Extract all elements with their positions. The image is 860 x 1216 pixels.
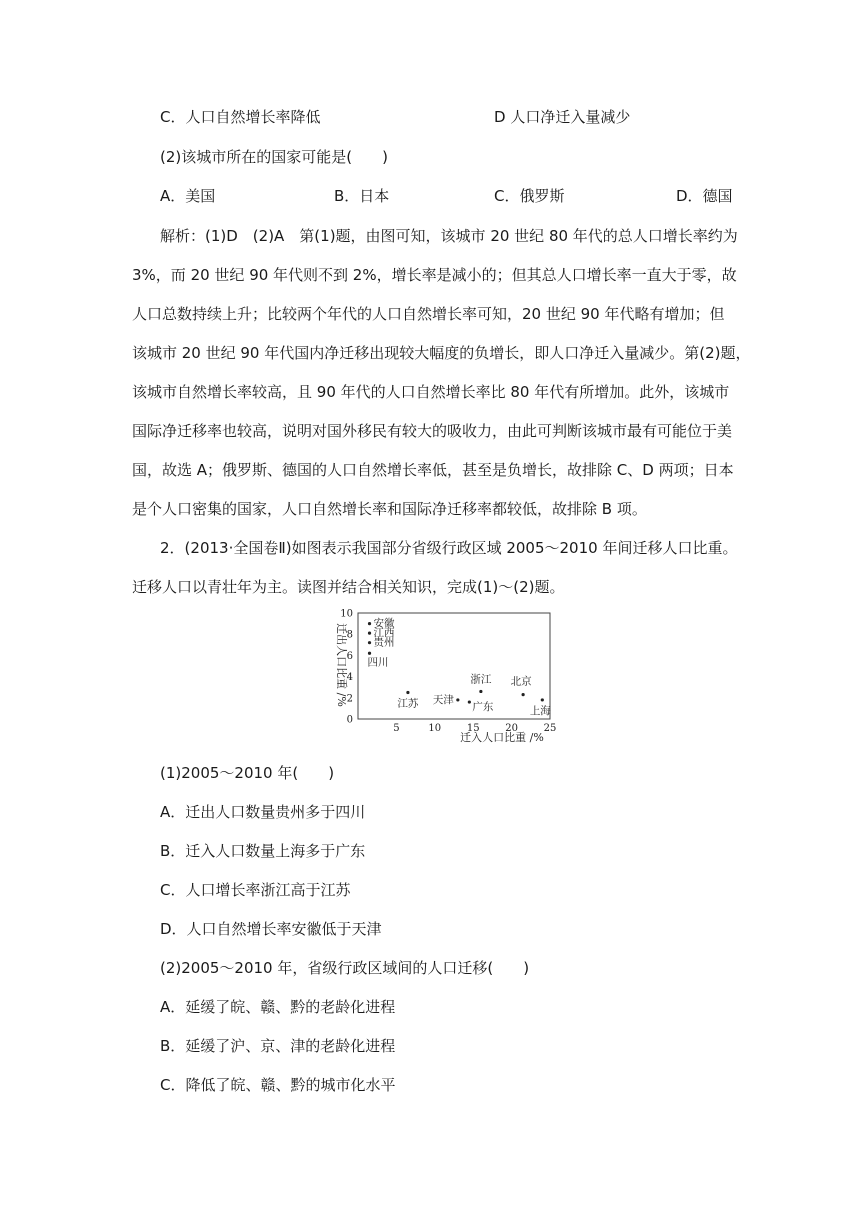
question-intro: 2．(2013·全国卷Ⅱ)如图表示我国部分省级行政区域 2005～2010 年间迁移人口比重。 — [160, 539, 738, 557]
option-d: D 人口净迁入量减少 — [494, 108, 631, 126]
option-d: D．人口自然增长率安徽低于天津 — [160, 920, 382, 938]
data-point — [522, 693, 525, 696]
analysis-line: 解析：(1)D (2)A 第(1)题，由图可知，该城市 20 世纪 80 年代的总人口增长率约为 — [160, 227, 738, 245]
point-label: 江苏 — [397, 697, 419, 710]
option-a: A．延缓了皖、赣、黔的老龄化进程 — [160, 998, 396, 1016]
analysis-line: 国，故选 A；俄罗斯、德国的人口自然增长率低，甚至是负增长，故排除 C、D 两项；日本 — [132, 461, 734, 479]
x-tick-label: 25 — [543, 723, 557, 734]
point-label: 上海 — [529, 704, 551, 717]
x-tick-label: 5 — [393, 723, 400, 734]
analysis-line: 3%，而 20 世纪 90 年代则不到 2%，增长率是减小的；但其总人口增长率一直大于零，故 — [132, 266, 737, 284]
option-c: C．降低了皖、赣、黔的城市化水平 — [160, 1076, 396, 1094]
y-tick-label: 6 — [346, 650, 353, 662]
chart-svg — [322, 605, 562, 745]
option-c: C．人口增长率浙江高于江苏 — [160, 881, 351, 899]
option-d: D．德国 — [676, 187, 733, 205]
point-label: 安徽 — [373, 617, 395, 630]
migration-scatter-chart — [322, 605, 562, 745]
option-b: B．延缓了沪、京、津的老龄化进程 — [160, 1037, 396, 1055]
y-tick-label: 10 — [340, 608, 353, 620]
y-tick-label: 2 — [346, 693, 353, 705]
option-b: B．迁入人口数量上海多于广东 — [160, 842, 366, 860]
data-point — [368, 641, 371, 644]
option-b: B．日本 — [334, 187, 390, 205]
option-a: A．美国 — [160, 187, 216, 205]
analysis-line: 该城市 20 世纪 90 年代国内净迁移出现较大幅度的负增长，即人口净迁入量减少。第(2)题， — [132, 344, 751, 362]
y-axis-label: 迁出人口比重 /% — [335, 623, 348, 707]
question-stem: (2)2005～2010 年，省级行政区域间的人口迁移( ) — [160, 959, 530, 977]
analysis-line: 国际净迁移率也较高，说明对国外移民有较大的吸收力，由此可判断该城市最有可能位于美 — [132, 422, 733, 440]
x-tick-label: 15 — [466, 723, 480, 734]
point-label: 江西 — [373, 627, 395, 640]
option-c: C．俄罗斯 — [494, 187, 565, 205]
point-label: 贵州 — [373, 636, 395, 649]
y-tick-label: 4 — [346, 672, 353, 684]
question-stem: (1)2005～2010 年( ) — [160, 764, 335, 782]
analysis-line: 是个人口密集的国家，人口自然增长率和国际净迁移率都较低，故排除 B 项。 — [132, 500, 647, 518]
option-c: C．人口自然增长率降低 — [160, 108, 321, 126]
point-label: 广东 — [472, 701, 494, 714]
x-tick-label: 20 — [505, 723, 518, 734]
data-point — [456, 698, 459, 701]
point-label: 北京 — [510, 675, 532, 688]
x-tick-label: 10 — [428, 723, 442, 734]
option-a: A．迁出人口数量贵州多于四川 — [160, 803, 366, 821]
question-intro: 迁移人口以青壮年为主。读图并结合相关知识，完成(1)～(2)题。 — [132, 578, 565, 596]
analysis-line: 该城市自然增长率较高，且 90 年代的人口自然增长率比 80 年代有所增加。此外，该城市 — [132, 383, 730, 401]
point-label: 四川 — [367, 656, 389, 669]
data-point — [368, 632, 371, 635]
point-label: 天津 — [432, 693, 454, 706]
analysis-line: 人口总数持续上升；比较两个年代的人口自然增长率可知，20 世纪 90 年代略有增加；但 — [132, 305, 725, 323]
point-label: 浙江 — [470, 673, 492, 686]
data-point — [479, 690, 482, 693]
x-axis-label: 迁入人口比重 /% — [460, 731, 544, 744]
data-point — [541, 698, 544, 701]
y-tick-label: 0 — [346, 714, 353, 726]
y-tick-label: 8 — [346, 629, 353, 641]
question-stem: (2)该城市所在的国家可能是( ) — [160, 148, 388, 166]
data-point — [406, 691, 409, 694]
data-point — [368, 652, 371, 655]
data-point — [468, 700, 471, 703]
data-point — [368, 622, 371, 625]
